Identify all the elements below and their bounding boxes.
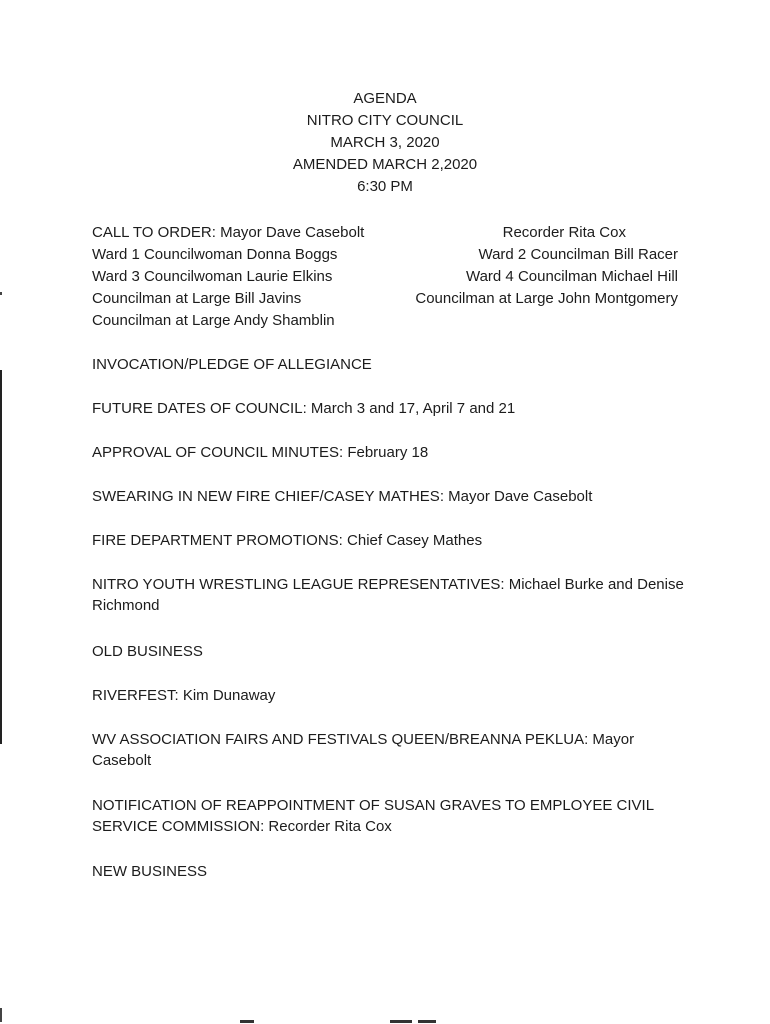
roster-row [92,288,678,310]
amended-date: AMENDED MARCH 2,2020 [292,156,478,173]
roster-row [92,266,678,288]
roster-row [92,244,678,266]
ward-3-member: Ward 3 Councilwoman Laurie Elkins [92,268,333,285]
meeting-time: 6:30 PM [357,178,413,195]
agenda-item-fairs-queen [92,729,692,771]
ward-1-member: Ward 1 Councilwoman Donna Boggs [92,246,338,263]
at-large-member: Councilman at Large John Montgomery [415,290,678,307]
agenda-header [0,88,770,198]
council-roster [92,222,678,332]
roster-row [92,222,678,244]
ward-2-member: Ward 2 Councilman Bill Racer [478,246,678,263]
scan-footer-artifact [240,1016,470,1024]
agenda-item-riverfest: RIVERFEST: Kim Dunaway [92,687,276,704]
agenda-item-line: NITRO YOUTH WRESTLING LEAGUE REPRESENTATIVES: Michael Burke and Denise [92,576,684,593]
council-name: NITRO CITY COUNCIL [306,112,464,129]
at-large-member: Councilman at Large Bill Javins [92,290,302,307]
agenda-item-invocation: INVOCATION/PLEDGE OF ALLEGIANCE [92,356,372,373]
agenda-item-line: SERVICE COMMISSION: Recorder Rita Cox [92,818,392,835]
meeting-date: MARCH 3, 2020 [330,134,440,151]
scan-mark [0,1008,2,1022]
call-to-order: CALL TO ORDER: Mayor Dave Casebolt [92,224,365,241]
agenda-title: AGENDA [353,90,417,107]
agenda-item-wrestling [92,574,692,616]
agenda-item-reappointment [92,795,692,837]
recorder: Recorder Rita Cox [502,224,626,241]
agenda-item-new-business: NEW BUSINESS [92,863,208,880]
agenda-item-minutes: APPROVAL OF COUNCIL MINUTES: February 18 [92,444,429,461]
agenda-item-line: WV ASSOCIATION FAIRS AND FESTIVALS QUEEN/BREANNA PEKLUA: Mayor [92,731,635,748]
agenda-item-swearing-in: SWEARING IN NEW FIRE CHIEF/CASEY MATHES: Mayor Dave Casebolt [92,488,593,505]
scan-edge-line [0,370,2,744]
roster-row [92,310,678,332]
agenda-item-line: Casebolt [92,752,152,769]
at-large-member: Councilman at Large Andy Shamblin [92,312,335,329]
agenda-item-future-dates: FUTURE DATES OF COUNCIL: March 3 and 17, April 7 and 21 [92,400,516,417]
agenda-item-promotions: FIRE DEPARTMENT PROMOTIONS: Chief Casey Mathes [92,532,483,549]
ward-4-member: Ward 4 Councilman Michael Hill [465,268,678,285]
agenda-item-line: Richmond [92,597,160,614]
agenda-item-old-business: OLD BUSINESS [92,643,203,660]
agenda-item-line: NOTIFICATION OF REAPPOINTMENT OF SUSAN GRAVES TO EMPLOYEE CIVIL [92,797,655,814]
scan-mark [0,292,2,295]
